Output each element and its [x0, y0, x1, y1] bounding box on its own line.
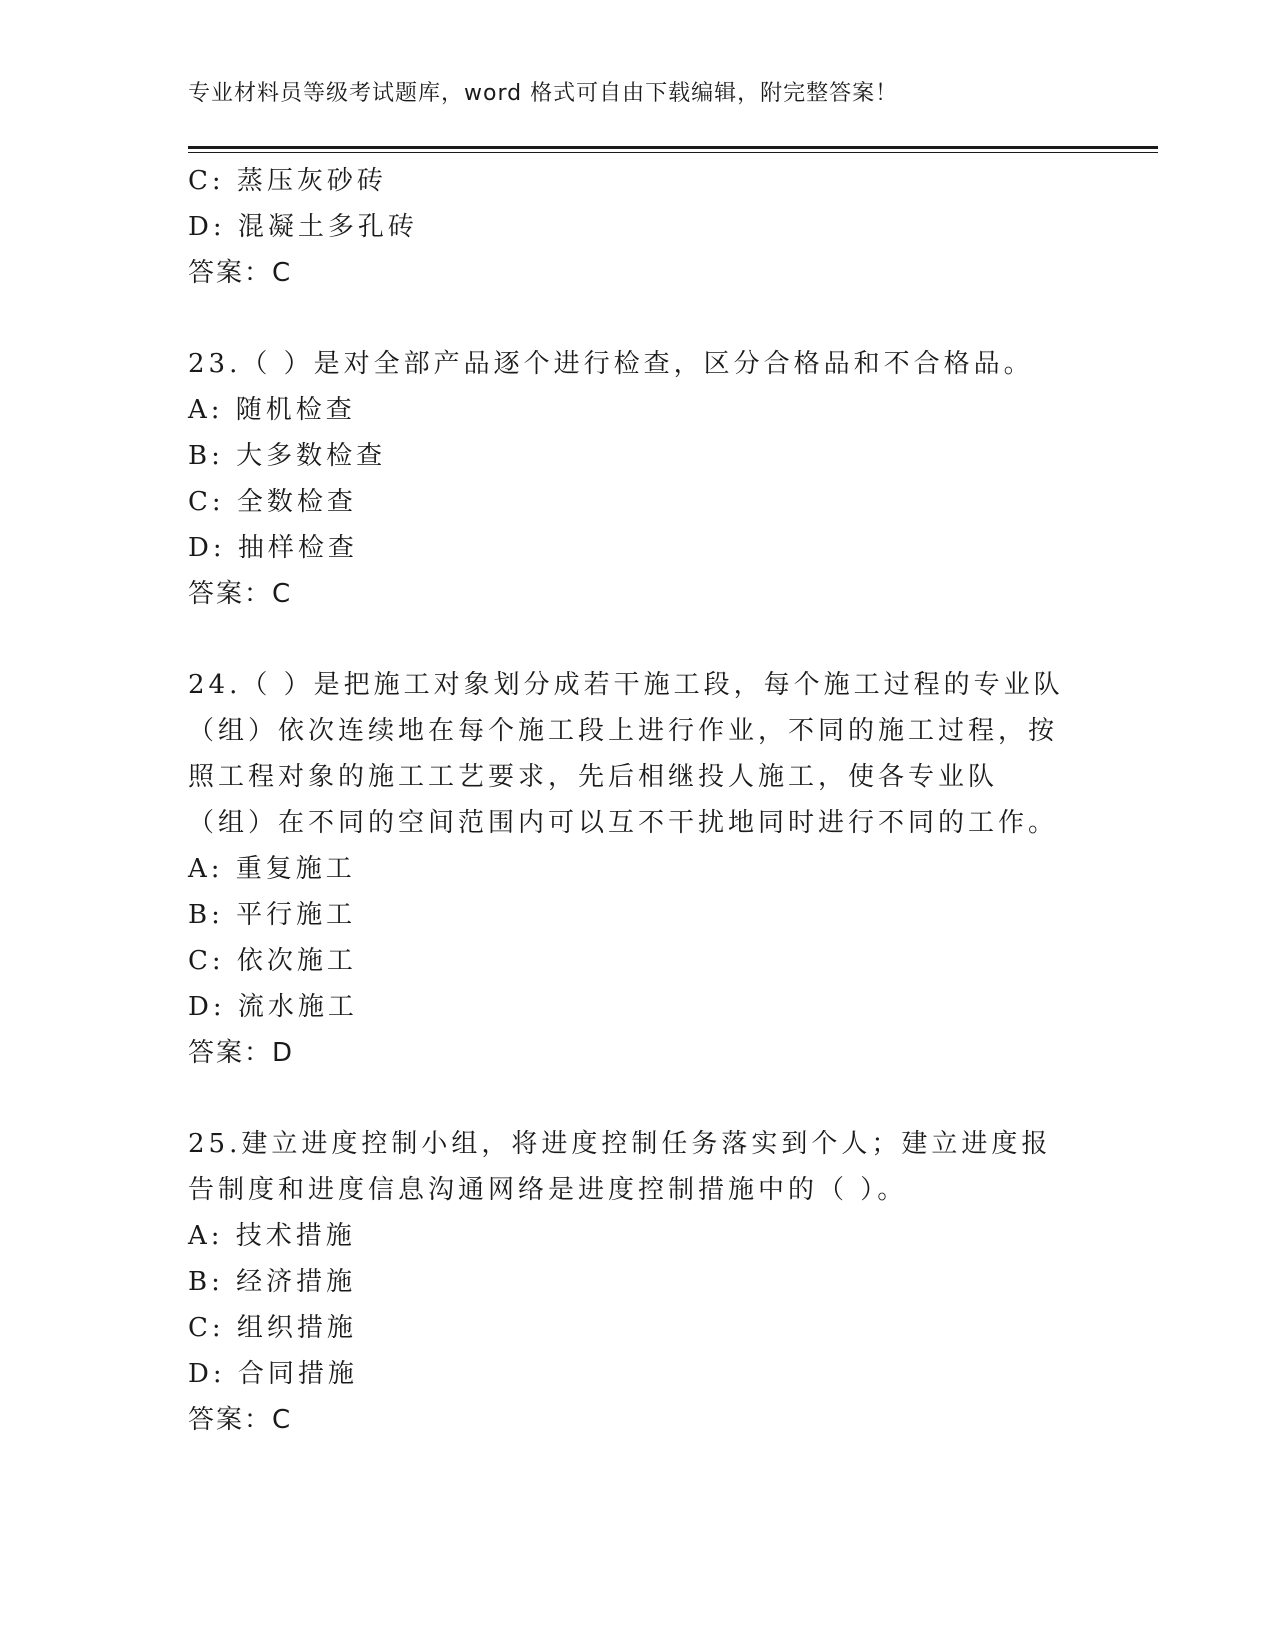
question-stem: 23.（ ）是对全部产品逐个进行检查，区分合格品和不合格品。: [188, 349, 1034, 379]
option-b: B: 经济措施: [188, 1267, 357, 1297]
header-divider-thin: [188, 152, 1158, 153]
option-d: D: 混凝土多孔砖: [188, 212, 418, 242]
option-c: C: 组织措施: [188, 1313, 357, 1343]
answer-line: 答案：C: [188, 258, 293, 288]
answer-line: 答案：C: [188, 1405, 293, 1435]
option-b: B: 平行施工: [188, 900, 357, 930]
question-23: [188, 341, 1088, 617]
question-stem: 25.建立进度控制小组，将进度控制任务落实到个人；建立进度报告制度和进度信息沟通网络是进度控制措施中的（ ）。: [188, 1129, 1052, 1205]
option-d: D: 抽样检查: [188, 533, 358, 563]
answer-line: 答案：D: [188, 1038, 295, 1068]
option-b: B: 大多数检查: [188, 441, 387, 471]
question-stem: 24.（ ）是把施工对象划分成若干施工段，每个施工过程的专业队（组）依次连续地在每个施工段上进行作业，不同的施工过程，按照工程对象的施工工艺要求，先后相继投人施工，使各专业队（组）在不同的空间范围内可以互不干扰地同时进行不同的工作。: [188, 670, 1064, 838]
option-d: D: 流水施工: [188, 992, 358, 1022]
header-text: 专业材料员等级考试题库，word 格式可自由下载编辑，附完整答案！: [188, 81, 899, 106]
option-c: C: 蒸压灰砂砖: [188, 166, 387, 196]
answer-line: 答案：C: [188, 579, 293, 609]
option-d: D: 合同措施: [188, 1359, 358, 1389]
header-divider: [188, 146, 1158, 149]
option-c: C: 全数检查: [188, 487, 357, 517]
option-a: A: 随机检查: [188, 395, 356, 425]
option-a: A: 重复施工: [188, 854, 356, 884]
question-24: [188, 662, 1088, 1076]
question-25: [188, 1121, 1088, 1443]
question-list: [188, 158, 1088, 1443]
previous-question-tail: [188, 158, 1088, 296]
option-a: A: 技术措施: [188, 1221, 356, 1251]
option-c: C: 依次施工: [188, 946, 357, 976]
